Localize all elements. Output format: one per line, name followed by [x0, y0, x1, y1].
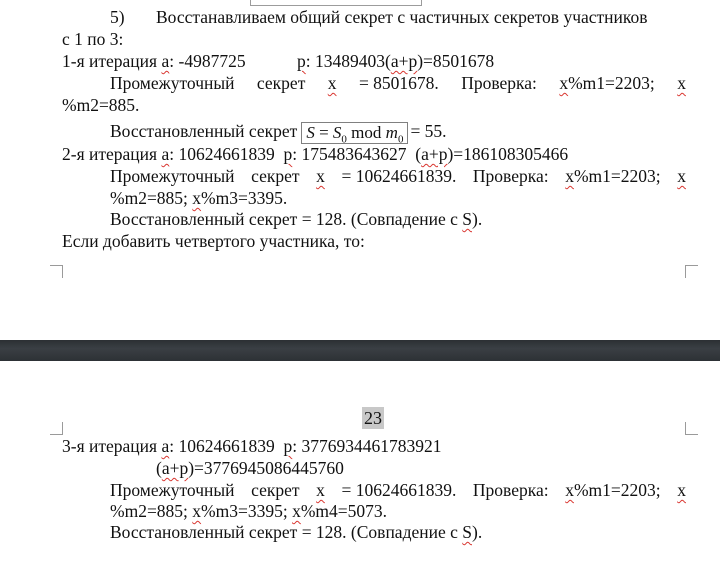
margin-corner-top-left [50, 422, 63, 435]
iteration-2-intermediate: Промежуточный секрет x = 10624661839. Проверка: x%m1=2203; x [110, 166, 686, 186]
iteration-3-ap: (a+p)=3776945086445760 [156, 458, 344, 478]
document-page-bottom [0, 361, 720, 561]
iteration-1-p: p: 13489403(a+p)=8501678 [297, 51, 495, 71]
step-text-continued: с 1 по 3: [62, 29, 124, 49]
restored-secret-line: Восстановленный секрет $S = S_0$ mod $m_0 = 55$. [110, 121, 447, 146]
iteration-1-intermediate: Промежуточный секрет x = 8501678. Проверка: x%m1=2203; x [110, 73, 686, 93]
iteration-3-m: %m2=885; x%m3=3395; x%m4=5073. [110, 501, 388, 521]
fourth-participant-line: Если добавить четвертого участника, то: [62, 231, 365, 251]
iteration-1-line: 1-я итерация a: -4987725 [62, 51, 246, 71]
iteration-3-line: 3-я итерация a: 10624661839 p: 3776934461783921 [62, 436, 442, 456]
iteration-2-restored: Восстановленный секрет = 128. (Совпадение с S). [110, 209, 483, 229]
margin-corner-top-right [685, 422, 698, 435]
formula-box: $S = S_0$ mod $m_0$ [301, 122, 408, 144]
page-separator [0, 340, 720, 361]
iteration-2-line: 2-я итерация a: 10624661839 p: 175483643627 (a+p)=186108305466 [62, 144, 569, 164]
iteration-3-restored: Восстановленный секрет = 128. (Совпадение с S). [110, 522, 483, 542]
iteration-1-m2: %m2=885. [62, 95, 140, 115]
step-text: Восстанавливаем общий секрет с частичных секретов участников [156, 7, 648, 27]
margin-corner-bottom-left [50, 265, 63, 278]
step-number: 5) [110, 7, 125, 27]
iteration-3-intermediate: Промежуточный секрет x = 10624661839. Проверка: x%m1=2203; x [110, 480, 686, 500]
iteration-2-m: %m2=885; x%m3=3395. [110, 188, 288, 208]
page-number: 23 [364, 408, 382, 428]
margin-corner-bottom-right [685, 265, 698, 278]
